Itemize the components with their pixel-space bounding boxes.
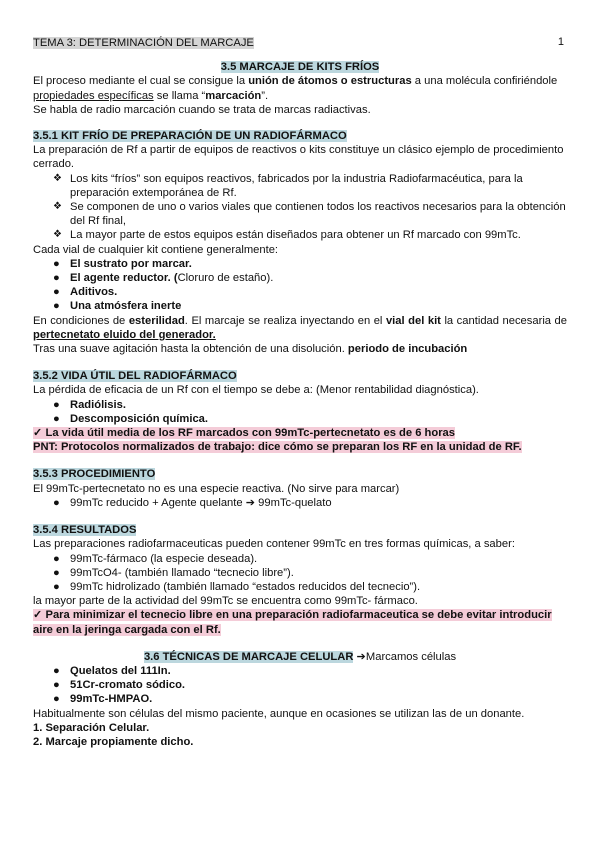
list-item-text: 99mTc hidrolizado (también llamado “estados reducidos del tecnecio”).	[70, 580, 421, 593]
list-item	[33, 412, 567, 426]
efficacy-loss-list	[33, 398, 567, 426]
list-item	[33, 692, 567, 706]
diamond-bullet-list	[33, 172, 567, 243]
highlighted-text: PNT: Protocolos normalizados de trabajo: dice cómo se preparan los RF en la unidad de RF.	[33, 441, 522, 454]
bullet-icon: ●	[53, 272, 60, 285]
list-item	[33, 285, 567, 299]
section-3-6-title-text: 3.6 TÉCNICAS DE MARCAJE CELULAR	[143, 650, 354, 663]
bullet-icon: ●	[53, 496, 60, 509]
s351-paragraph-3	[33, 314, 567, 342]
s35-paragraph-1	[33, 74, 567, 102]
header-text: TEMA 3: DETERMINACIÓN DEL MARCAJE	[33, 37, 254, 49]
s351-paragraph-4	[33, 342, 567, 356]
bold-run: unión de átomos o estructuras	[248, 75, 412, 88]
cell-labeling-list	[33, 664, 567, 707]
s352-paragraph-1: La pérdida de eficacia de un Rf con el tiempo se debe a: (Menor rentabilidad diagnóstica).	[33, 384, 479, 397]
text-run: . El marcaje se realiza inyectando en el	[184, 314, 386, 327]
list-item-text: 51Cr-cromato sódico.	[70, 679, 186, 692]
bold-run: marcación	[205, 89, 262, 102]
s36-paragraph-1: Habitualmente son células del mismo paciente, aunque en ocasiones se utilizan las de un donante.	[33, 707, 525, 720]
list-item-text: Radiólisis.	[70, 398, 126, 411]
s354-paragraph-1: Las preparaciones radiofarmaceuticas pueden contener 99mTc en tres formas químicas, a saber:	[33, 538, 515, 551]
list-item-text: 99mTcO4- (también llamado “tecnecio libre”).	[70, 566, 294, 579]
text-run: El proceso mediante el cual se consigue la	[33, 75, 249, 88]
list-item-text: Se componen de uno o varios viales que contienen todos los reactivos necesarios para la obtención del Rf final,	[70, 201, 566, 228]
text-run: Tras una suave agitación hasta la obtención de una disolución.	[33, 343, 348, 356]
section-3-5-title-text: 3.5 MARCAJE DE KITS FRÍOS	[220, 61, 380, 74]
chemical-forms-list	[33, 552, 567, 595]
s36-step-2: 2. Marcaje propiamente dicho.	[33, 735, 194, 748]
s354-paragraph-2: la mayor parte de la actividad del 99mTc se encuentra como 99mTc- fármaco.	[33, 595, 418, 608]
text-run: ”.	[261, 89, 269, 102]
document-header	[33, 36, 567, 50]
section-3-5-4-title-text: 3.5.4 RESULTADOS	[33, 524, 137, 537]
list-item-text: 99mTc reducido + Agente quelante ➔ 99mTc-quelato	[70, 496, 332, 509]
text-run: a una molécula confiriéndole	[411, 75, 558, 88]
s351-paragraph-1: La preparación de Rf a partir de equipos de reactivos o kits constituye un clásico ejemplo de procedimiento cerrado.	[33, 144, 564, 171]
s351-paragraph-2: Cada vial de cualquier kit contiene generalmente:	[33, 243, 279, 256]
diamond-bullet-icon: ❖	[53, 172, 62, 184]
page-number: 1	[557, 36, 564, 48]
list-item-text: Cloruro de estaño).	[177, 272, 274, 285]
bullet-icon: ●	[53, 693, 60, 706]
list-item	[33, 200, 567, 228]
list-item	[33, 552, 567, 566]
underlined-run: propiedades específicas	[33, 89, 154, 102]
list-item	[33, 271, 567, 285]
diamond-bullet-icon: ❖	[53, 229, 62, 241]
list-item-text: La mayor parte de estos equipos están diseñados para obtener un Rf marcado con 99mTc.	[70, 229, 521, 242]
list-item-text: Quelatos del 111In.	[70, 664, 171, 677]
section-3-6-title-suffix: ➔Marcamos células	[353, 650, 457, 663]
bullet-icon: ●	[53, 286, 60, 299]
list-item-text: Los kits “fríos” son equipos reactivos, fabricados por la industria Radiofarmacéutica, para la preparación extemporánea de Rf.	[70, 172, 523, 199]
procedure-list	[33, 496, 567, 510]
bullet-icon: ●	[53, 566, 60, 579]
highlighted-text: ✓ La vida útil media de los RF marcados con 99mTc-pertecnetato es de 6 horas	[33, 427, 455, 440]
bullet-icon: ●	[53, 552, 60, 565]
list-item	[33, 299, 567, 313]
list-item-text: Descomposición química.	[70, 412, 209, 425]
s35-paragraph-2: Se habla de radio marcación cuando se trata de marcas radiactivas.	[33, 103, 371, 116]
list-item	[33, 398, 567, 412]
bold-run: esterilidad	[128, 314, 185, 327]
bullet-icon: ●	[53, 300, 60, 313]
list-item	[33, 228, 567, 242]
section-3-5-1-title	[33, 129, 567, 143]
s352-highlight-2	[33, 440, 567, 454]
list-item-text: 99mTc-fármaco (la especie deseada).	[70, 552, 258, 565]
section-3-5-2-title	[33, 369, 567, 383]
list-item	[33, 664, 567, 678]
bold-underlined-run: pertecnetato eluido del generador.	[33, 328, 216, 341]
s36-step-1: 1. Separación Celular.	[33, 721, 150, 734]
s352-highlight-1	[33, 426, 567, 440]
list-item-text: Una atmósfera inerte	[70, 300, 182, 313]
bullet-icon: ●	[53, 257, 60, 270]
list-item	[33, 496, 567, 510]
bold-run: periodo de incubación	[347, 343, 468, 356]
list-item	[33, 678, 567, 692]
list-item-text: El sustrato por marcar.	[70, 257, 192, 270]
section-3-5-1-title-text: 3.5.1 KIT FRÍO DE PREPARACIÓN DE UN RADIOFÁRMACO	[33, 130, 347, 143]
section-3-5-4-title	[33, 523, 567, 537]
section-3-5-3-title	[33, 467, 567, 481]
bold-run: vial del kit	[385, 314, 441, 327]
bullet-icon: ●	[53, 580, 60, 593]
list-item	[33, 580, 567, 594]
section-3-5-3-title-text: 3.5.3 PROCEDIMIENTO	[33, 468, 156, 481]
list-item-text: Aditivos.	[70, 286, 118, 299]
text-run: la cantidad necesaria de	[440, 314, 567, 327]
section-3-5-2-title-text: 3.5.2 VIDA ÚTIL DEL RADIOFÁRMACO	[33, 370, 237, 383]
bullet-icon: ●	[53, 412, 60, 425]
s353-paragraph-1: El 99mTc-pertecnetato no es una especie reactiva. (No sirve para marcar)	[33, 482, 400, 495]
document-page	[33, 36, 567, 749]
bullet-icon: ●	[53, 398, 60, 411]
highlighted-text: ✓ Para minimizar el tecnecio libre en una preparación radiofarmaceutica se debe evitar introducir aire en la jeringa cargada con el Rf.	[33, 609, 552, 636]
diamond-bullet-icon: ❖	[53, 201, 62, 213]
s354-highlight	[33, 608, 567, 636]
list-item	[33, 172, 567, 200]
bullet-icon: ●	[53, 679, 60, 692]
list-item-text: 99mTc-HMPAO.	[70, 693, 153, 706]
vial-contents-list	[33, 257, 567, 314]
text-run: En condiciones de	[33, 314, 129, 327]
list-item	[33, 566, 567, 580]
bullet-icon: ●	[53, 664, 60, 677]
list-item-text: El agente reductor. (	[70, 272, 178, 285]
list-item	[33, 257, 567, 271]
section-3-6-title	[33, 650, 567, 664]
section-3-5-title	[33, 60, 567, 74]
text-run: se llama “	[153, 89, 206, 102]
